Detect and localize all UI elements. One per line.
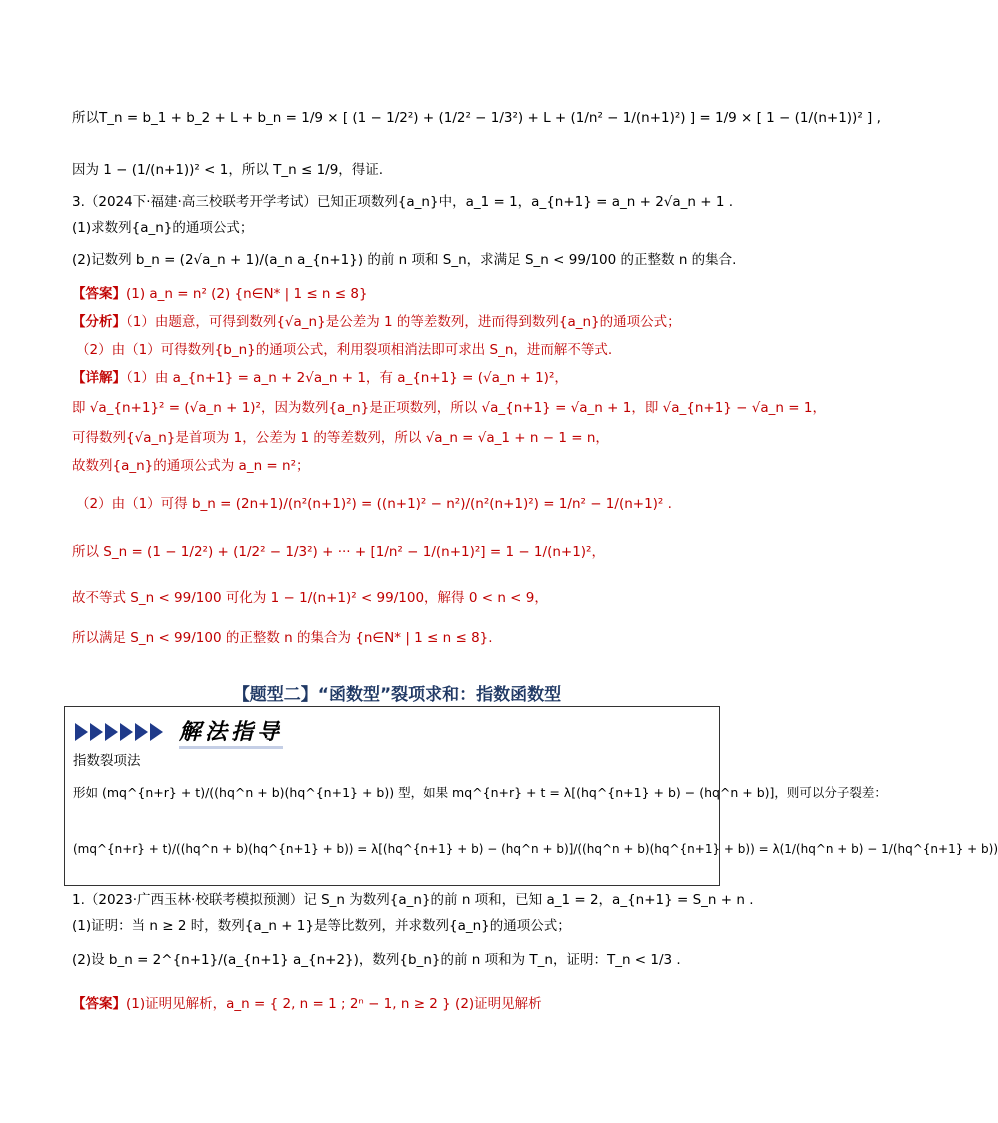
problem-3-stem — [72, 192, 733, 212]
analysis-line-2-text: （2）由（1）可得数列{b_n}的通项公式，利用裂项相消法即可求出 S_n，进而解不等式. — [76, 342, 613, 358]
detail-line-4 — [72, 456, 310, 476]
proof-line-sum-text: 所以T_n = b_1 + b_2 + L + b_n = 1/9 × [ (1 − 1/2²) + (1/2² − 1/3²) + L + (1/n² − 1/(n+1)²) ] = 1/9 × [ 1 − (1/(n+1))² ] , — [72, 110, 881, 126]
chevron-right-icon — [150, 723, 163, 741]
method-guide-box — [64, 706, 998, 886]
detail-line-5-text: （2）由（1）可得 b_n = (2n+1)/(n²(n+1)²) = ((n+1)² − n²)/(n²(n+1)²) = 1/n² − 1/(n+1)² . — [76, 496, 672, 512]
proof-line-sum — [72, 108, 881, 128]
detail-line-8 — [72, 628, 493, 648]
detail-line-7-text: 故不等式 S_n < 99/100 可化为 1 − 1/(n+1)² < 99/100，解得 0 < n < 9， — [72, 590, 548, 606]
detail-tag: 【详解】 — [72, 370, 126, 386]
problem-3-question-1 — [72, 218, 253, 238]
guide-line-1: 形如 (mq^{n+r} + t)/((hq^n + b)(hq^{n+1} + b)) 型，如果 mq^{n+r} + t = λ[(hq^{n+1} + b) − (hq^n + b)]，则可以分子裂差： — [73, 785, 887, 800]
answer-text: (1) a_n = n² (2) {n∈N* | 1 ≤ n ≤ 8} — [126, 286, 368, 302]
problem-3-stem-text: 3.（2024下·福建·高三校联考开学考试）已知正项数列{a_n}中，a_1 = 1，a_{n+1} = a_n + 2√a_n + 1 . — [72, 194, 734, 210]
answer-text: (1)证明见解析，a_n = { 2, n = 1 ; 2ⁿ − 1, n ≥ 2 } (2)证明见解析 — [126, 996, 542, 1012]
analysis-line-2 — [76, 340, 612, 360]
detail-line-7 — [72, 588, 548, 608]
detail-line-3 — [72, 428, 609, 448]
chevron-right-icon — [105, 723, 118, 741]
detail-line-2 — [72, 398, 826, 418]
chevron-right-icon — [120, 723, 133, 741]
problem-1-question-1 — [72, 916, 571, 936]
detail-line-1-text: （1）由 a_{n+1} = a_n + 2√a_n + 1，有 a_{n+1} = (√a_n + 1)²， — [126, 370, 568, 386]
guide-title: 解法指导 — [179, 715, 283, 749]
proof-line-conclusion-text: 因为 1 − (1/(n+1))² < 1，所以 T_n ≤ 1/9，得证. — [72, 162, 384, 178]
answer-tag: 【答案】 — [72, 996, 126, 1012]
answer-tag: 【答案】 — [72, 286, 126, 302]
guide-label: 指数裂项法 — [73, 753, 141, 769]
detail-line-4-text: 故数列{a_n}的通项公式为 a_n = n²； — [72, 458, 310, 474]
problem-1-question-1-text: (1)证明：当 n ≥ 2 时，数列{a_n + 1}是等比数列，并求数列{a_n}的通项公式； — [72, 918, 571, 934]
chevron-right-icon — [75, 723, 88, 741]
chevron-right-icon — [135, 723, 148, 741]
section-title: 【题型二】“函数型”裂项求和：指数函数型 — [232, 685, 562, 705]
problem-3-question-2 — [72, 250, 736, 270]
detail-line-1 — [72, 368, 568, 388]
problem-1-stem-text: 1.（2023·广西玉林·校联考模拟预测）记 S_n 为数列{a_n}的前 n 项和，已知 a_1 = 2，a_{n+1} = S_n + n . — [72, 892, 754, 908]
analysis-tag: 【分析】 — [72, 314, 126, 330]
proof-line-conclusion — [72, 160, 383, 180]
chevron-right-icon — [90, 723, 103, 741]
problem-1-question-2 — [72, 950, 681, 970]
detail-line-6-text: 所以 S_n = (1 − 1/2²) + (1/2² − 1/3²) + ··· + [1/n² − 1/(n+1)²] = 1 − 1/(n+1)²， — [72, 544, 605, 560]
detail-line-5 — [76, 494, 672, 514]
problem-3-question-2-text: (2)记数列 b_n = (2√a_n + 1)/(a_n a_{n+1}) 的前 n 项和 S_n，求满足 S_n < 99/100 的正整数 n 的集合. — [72, 252, 737, 268]
problem-3-question-1-text: (1)求数列{a_n}的通项公式； — [72, 220, 254, 236]
problem-1-question-2-text: (2)设 b_n = 2^{n+1}/(a_{n+1} a_{n+2})，数列{b_n}的前 n 项和为 T_n，证明：T_n < 1/3 . — [72, 952, 681, 968]
detail-line-2-text: 即 √a_{n+1}² = (√a_n + 1)²，因为数列{a_n}是正项数列，所以 √a_{n+1} = √a_n + 1，即 √a_{n+1} − √a_n = 1， — [72, 400, 826, 416]
problem-3-answer — [72, 284, 368, 304]
guide-header — [75, 715, 283, 749]
detail-line-6 — [72, 542, 605, 562]
analysis-line-1 — [72, 312, 681, 332]
detail-line-3-text: 可得数列{√a_n}是首项为 1，公差为 1 的等差数列，所以 √a_n = √a_1 + n − 1 = n， — [72, 430, 609, 446]
problem-1-stem — [72, 890, 754, 910]
detail-line-8-text: 所以满足 S_n < 99/100 的正整数 n 的集合为 {n∈N* | 1 ≤ n ≤ 8}. — [72, 630, 493, 646]
analysis-line-1-text: （1）由题意，可得到数列{√a_n}是公差为 1 的等差数列，进而得到数列{a_n}的通项公式； — [126, 314, 681, 330]
problem-1-answer — [72, 994, 542, 1014]
guide-line-2: (mq^{n+r} + t)/((hq^n + b)(hq^{n+1} + b)) = λ[(hq^{n+1} + b) − (hq^n + b)]/((hq^n + b)(hq^{n+1} + b)) = λ(1/(hq^n + b) − 1/(hq^{n+1} + b)) — [73, 842, 998, 856]
